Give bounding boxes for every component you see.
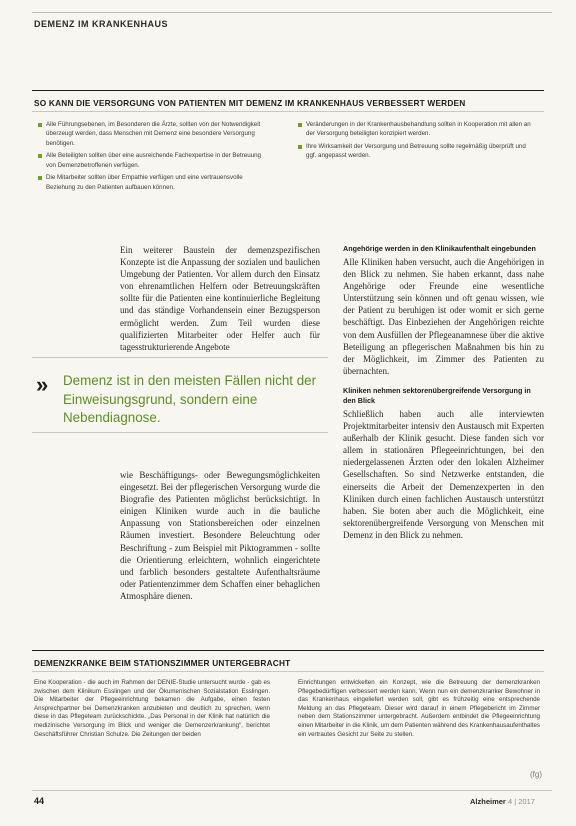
bullet-square-icon <box>38 123 42 127</box>
article-paragraph-4: Schließlich haben auch alle interviewten Projektmitarbeiter intensiv den Austausch mit Experten außerhalb der Klinik gesucht. Diese fanden sich vor allem in stationären Pflegeeinrichtungen, bei den niedergelassenen Ärzten oder den lokalen Alzheimer Gesellschaften. So sind Netzwerke entstanden, die einerseits die Arbeit der Demenzexperten in den Kliniken durch einen fachlichen Austausch unterstützt haben. Sie boten aber auch die Möglichkeit, eine sektorenübergreifende Versorgung von Menschen mit Demenz in den Blick zu nehmen. <box>343 408 544 540</box>
article-paragraph-3: Alle Kliniken haben versucht, auch die Angehörigen in den Blick zu nehmen. Sie haben erkannt, dass nahe Angehörige oder Freunde eine wesentliche Unterstützung sein können und oft genau wissen, wie der Patient zu beruhigen ist oder womit er sich gerne beschäftigt. Das Einbeziehen der Angehörigen reichte von dem Ausfüllen der Pflegeanamnese über die aktive Beteiligung an pflegerischen Maßnahmen bis hin zu der Möglichkeit, im Zimmer des Patienten zu übernachten. <box>343 257 544 376</box>
journal-name: Alzheimer <box>470 797 506 806</box>
box1-right-list <box>296 120 534 164</box>
pullquote-bottom-rule <box>32 432 328 433</box>
box1-title-rule <box>32 111 544 112</box>
box2-top-rule <box>32 650 544 651</box>
bullet-square-icon <box>38 154 42 158</box>
article-right-column <box>343 244 544 541</box>
list-item: Alle Beteiligten sollten über eine ausreichende Fachexpertise in der Betreuung von Demenzbetroffenen verfügen. <box>36 151 272 170</box>
box2-title-rule <box>32 671 544 672</box>
bullet-square-icon <box>298 145 302 149</box>
box1-left-list <box>36 120 272 196</box>
subheading-cross-sector: Kliniken nehmen sektorenübergreifende Versorgung in den Blick <box>343 385 531 405</box>
pullquote-top-rule <box>32 357 328 358</box>
box1-top-rule <box>32 90 544 91</box>
page-number: 44 <box>34 796 45 806</box>
bullet-square-icon <box>298 123 302 127</box>
author-initials: (fg) <box>530 770 542 779</box>
article-paragraph-2: wie Beschäftigungs- oder Bewegungsmöglichkeiten eingesetzt. Bei der pflegerischen Versorgung wurde die Biografie des Patienten möglichst berücksichtigt. In einigen Kliniken wurde auch in die bauliche Anpassung von Stationsbereichen oder einzelnen Räumen investiert. Besondere Beleuchtung oder Beschriftung - zum Beispiel mit Piktogrammen - sollte die Orientierung erleichtern, wohnlich eingerichtete und farblich besonders gestaltete Aufenthaltsräume oder Patientenzimmer dem Schaffen einer behaglichen Atmosphäre dienen. <box>120 470 320 601</box>
list-item: Ihre Wirksamkeit der Versorgung und Betreuung sollte regelmäßig überprüft und ggf. angepasst werden. <box>296 142 534 161</box>
list-item: Alle Führungsebenen, im Besonderen die Ärzte, sollten von der Notwendigkeit überzeugt werden, dass Menschen mit Demenz eine besondere Versorgung benötigen. <box>36 120 272 148</box>
journal-footer <box>470 797 535 806</box>
pullquote-text: Demenz ist in den meisten Fällen nicht der Einweisungsgrund, sondern eine Nebendiagnose. <box>63 373 317 425</box>
header-rule <box>32 12 552 13</box>
quote-chevron-icon: » <box>36 372 46 397</box>
article-paragraph-1: Ein weiterer Baustein der demenzspezifischen Konzepte ist die Anpassung der sozialen und baulichen Umgebung der Patienten. Vor allem durch den Einsatz von ehrenamtlichen Helfern oder Betreuungskräften sollte für die Patienten eine kontinuierliche Begleitung und das ständige Vorhandensein einer Bezugsperson ermöglicht werden. Zum Teil wurden diese qualifizierten Mitarbeiter oder Helfer auch für tagesstrukturierende Angebote <box>120 245 320 352</box>
journal-issue: 4 | 2017 <box>507 797 535 806</box>
box2-title: DEMENZKRANKE BEIM STATIONSZIMMER UNTERGEBRACHT <box>34 658 291 668</box>
footer-rule <box>32 790 552 791</box>
bullet-square-icon <box>38 176 42 180</box>
box2-right-text: Einrichtungen entwickelten ein Konzept, wie die Betreuung der demenzkranken Pflegebedürftigen verbessert werden kann. Wenn nun ein demenzkranker Bewohner in das Krankenhaus eingeliefert werden soll, gibt es frühzeitig eine entsprechende Meldung an das Pflegeteam. Dieser wird darauf in einem Pflegebericht im Zimmer neben dem Stationszimmer untergebracht. Außerdem entbindet die Pflegeeinrichtung einen Mitarbeiter in die Klinik, um dem Patienten während des Krankenhausaufenthaltes ein vertrautes Gesicht zur Seite zu stellen. <box>298 679 540 738</box>
list-item: Die Mitarbeiter sollten über Empathie verfügen und eine vertrauensvolle Beziehung zu den Patienten aufbauen können. <box>36 173 272 192</box>
box1-title: SO KANN DIE VERSORGUNG VON PATIENTEN MIT DEMENZ IM KRANKENHAUS VERBESSERT WERDEN <box>34 98 466 108</box>
subheading-relatives: Angehörige werden in den Klinikaufenthalt eingebunden <box>343 244 536 253</box>
box2-left-text: Eine Kooperation - die auch im Rahmen der DENIE-Studie untersucht wurde - gab es zwischen dem Klinikum Esslingen und der Ökumenischen Sozialstation Esslingen. Die Mitarbeiter der Pflegeeinrichtung bekamen die Aufgabe, einen festen Ansprechpartner bei Demenzkranken anzubieten und deutlich zu sprechen, wenn diese in das Pflegeteam zurückschickte. „Das Personal in der Klinik hat natürlich die medizinische Versorgung im Blick und weniger die Demenzerkrankung“, berichtet Geschäftsführer Christian Schulze. Die Zeitungen der beiden <box>34 679 270 738</box>
section-header: DEMENZ IM KRANKENHAUS <box>34 19 168 29</box>
list-item: Veränderungen in der Krankenhausbehandlung sollten in Kooperation mit allen an der Versorgung beteiligten konzipiert werden. <box>296 120 534 139</box>
